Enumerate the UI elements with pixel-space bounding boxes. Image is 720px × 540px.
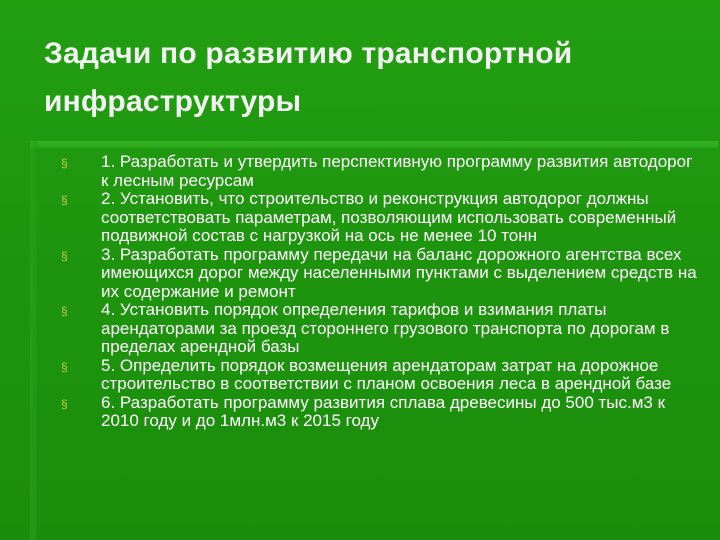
list-item-text: 1. Разработать и утвердить перспективную программу развития автодорог к лесным ресурсам xyxy=(101,152,693,190)
bullet-icon: § xyxy=(61,193,68,207)
left-accent-bar xyxy=(30,141,37,540)
list-item xyxy=(61,394,701,431)
bullet-icon: § xyxy=(61,304,68,318)
bullet-icon: § xyxy=(61,396,68,411)
list-item xyxy=(61,190,701,246)
bullet-icon: § xyxy=(61,156,68,170)
slide-title: Задачи по развитию транспортной инфраструктуры xyxy=(44,37,573,118)
list-item-text: 2. Установить, что строительство и реконструкция автодорог должны соответствовать параметрам, позволяющим использовать современный подвижной состав с нагрузкой на ось не менее 10 тонн xyxy=(101,189,677,245)
list-item-text: 4. Установить порядок определения тарифов и взимания платы арендаторами за проезд стороннего грузового транспорта по дорогам в пределах арендной базы xyxy=(101,300,670,356)
list-item-text: 5. Определить порядок возмещения арендаторам затрат на дорожное строительство в соответствии с планом освоения леса в арендной базе xyxy=(101,355,672,393)
list-item-text: 3. Разработать программу передачи на баланс дорожного агентства всех имеющихся дорог между населенными пунктами с выделением средств на их содержание и ремонт xyxy=(101,244,697,301)
list-item xyxy=(61,246,701,302)
list-item xyxy=(61,357,701,394)
list-item-text: 6. Разработать программу развития сплава древесины до 500 тыс.м3 к 2010 году и до 1млн.м3 к 2015 году xyxy=(101,392,666,430)
bullet-icon: § xyxy=(61,248,68,263)
title-divider xyxy=(30,141,718,148)
bullet-icon: § xyxy=(61,359,68,374)
task-list xyxy=(61,153,701,431)
list-item xyxy=(61,153,701,190)
list-item xyxy=(61,301,701,357)
